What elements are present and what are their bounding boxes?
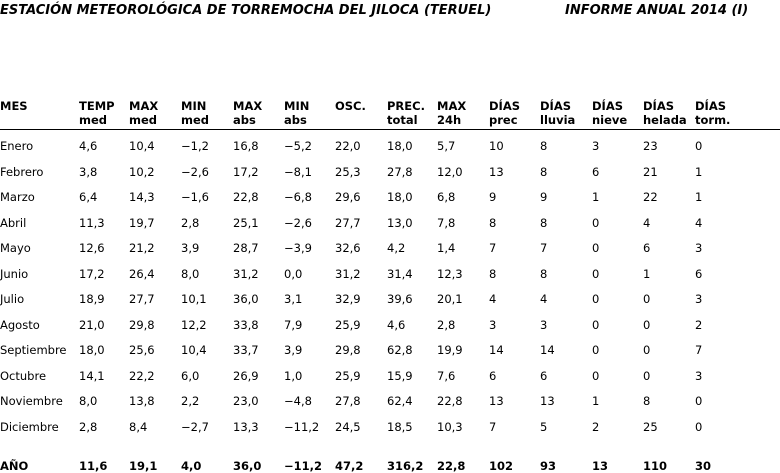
month-label: Junio — [0, 267, 29, 281]
cell-temp-med: 12,6 — [79, 241, 105, 255]
cell-prec-total: 13,0 — [387, 216, 413, 230]
cell-dias-torm: 3 — [695, 292, 703, 306]
cell-dias-nieve: 0 — [592, 267, 600, 281]
cell-temp-med: 2,8 — [79, 420, 98, 434]
cell-prec-total: 18,0 — [387, 190, 413, 204]
cell-dias-helada: 21 — [643, 165, 658, 179]
header-line-2: prec — [489, 113, 518, 127]
cell-dias-prec: 4 — [489, 292, 497, 306]
cell-osc: 27,8 — [335, 394, 361, 408]
cell-dias-helada: 8 — [643, 394, 651, 408]
header-temp-med — [79, 99, 115, 127]
month-label: Octubre — [0, 369, 47, 383]
cell-dias-torm: 0 — [695, 420, 703, 434]
month-label: Enero — [0, 139, 34, 153]
header-line-2: 24h — [437, 113, 462, 127]
cell-dias-nieve: 1 — [592, 190, 600, 204]
cell-prec-total: 18,0 — [387, 139, 413, 153]
cell-max-abs: 23,0 — [233, 394, 259, 408]
header-prec-total — [387, 99, 425, 127]
total-min-abs: −11,2 — [284, 459, 323, 473]
cell-max-abs: 31,2 — [233, 267, 259, 281]
cell-dias-prec: 10 — [489, 139, 504, 153]
cell-osc: 25,9 — [335, 318, 361, 332]
header-min-abs — [284, 99, 309, 127]
cell-dias-helada: 22 — [643, 190, 658, 204]
cell-osc: 29,8 — [335, 343, 361, 357]
cell-dias-prec: 13 — [489, 394, 504, 408]
cell-temp-med: 18,9 — [79, 292, 105, 306]
cell-max-med: 13,8 — [129, 394, 155, 408]
cell-min-abs: −6,8 — [284, 190, 312, 204]
cell-dias-nieve: 0 — [592, 343, 600, 357]
month-label: Marzo — [0, 190, 35, 204]
cell-dias-torm: 3 — [695, 369, 703, 383]
cell-temp-med: 11,3 — [79, 216, 105, 230]
cell-dias-torm: 4 — [695, 216, 703, 230]
cell-dias-nieve: 6 — [592, 165, 600, 179]
cell-dias-prec: 7 — [489, 420, 497, 434]
header-line-2: helada — [643, 113, 687, 127]
cell-dias-lluvia: 8 — [540, 216, 548, 230]
cell-max-abs: 16,8 — [233, 139, 259, 153]
cell-dias-lluvia: 14 — [540, 343, 555, 357]
cell-dias-nieve: 1 — [592, 394, 600, 408]
cell-dias-lluvia: 7 — [540, 241, 548, 255]
cell-max-24h: 12,0 — [437, 165, 463, 179]
cell-dias-torm: 1 — [695, 165, 703, 179]
header-line-2: total — [387, 113, 418, 127]
total-max-abs: 36,0 — [233, 459, 262, 473]
header-line-1: DÍAS — [695, 99, 727, 113]
cell-osc: 31,2 — [335, 267, 361, 281]
cell-temp-med: 18,0 — [79, 343, 105, 357]
cell-dias-lluvia: 9 — [540, 190, 548, 204]
cell-max-abs: 33,7 — [233, 343, 259, 357]
cell-dias-prec: 7 — [489, 241, 497, 255]
header-line-1: MAX — [437, 99, 467, 113]
cell-dias-nieve: 0 — [592, 369, 600, 383]
cell-max-24h: 7,8 — [437, 216, 456, 230]
header-line-1: OSC. — [335, 99, 366, 113]
cell-min-abs: −8,1 — [284, 165, 312, 179]
cell-prec-total: 39,6 — [387, 292, 413, 306]
cell-min-abs: 0,0 — [284, 267, 303, 281]
cell-max-24h: 10,3 — [437, 420, 463, 434]
header-mes — [0, 99, 28, 113]
cell-osc: 24,5 — [335, 420, 361, 434]
header-line-1: DÍAS — [489, 99, 521, 113]
month-label: Agosto — [0, 318, 40, 332]
total-dias-lluvia: 93 — [540, 459, 557, 473]
total-max-24h: 22,8 — [437, 459, 466, 473]
cell-min-med: −2,6 — [181, 165, 209, 179]
month-label: Noviembre — [0, 394, 63, 408]
cell-temp-med: 14,1 — [79, 369, 105, 383]
cell-min-med: 8,0 — [181, 267, 200, 281]
total-prec-total: 316,2 — [387, 459, 424, 473]
header-line-1: MAX — [129, 99, 159, 113]
cell-max-med: 21,2 — [129, 241, 155, 255]
cell-temp-med: 17,2 — [79, 267, 105, 281]
header-line-2: abs — [233, 113, 256, 127]
cell-min-med: −1,2 — [181, 139, 209, 153]
cell-prec-total: 62,4 — [387, 394, 413, 408]
cell-max-24h: 2,8 — [437, 318, 456, 332]
cell-prec-total: 18,5 — [387, 420, 413, 434]
cell-temp-med: 21,0 — [79, 318, 105, 332]
month-label: Julio — [0, 292, 25, 306]
cell-dias-nieve: 0 — [592, 216, 600, 230]
month-label: Febrero — [0, 165, 44, 179]
header-dias-helada — [643, 99, 687, 127]
cell-max-24h: 1,4 — [437, 241, 456, 255]
cell-dias-helada: 0 — [643, 369, 651, 383]
cell-max-med: 25,6 — [129, 343, 155, 357]
header-min-med — [181, 99, 209, 127]
total-osc: 47,2 — [335, 459, 364, 473]
cell-dias-prec: 14 — [489, 343, 504, 357]
cell-dias-torm: 2 — [695, 318, 703, 332]
cell-max-24h: 20,1 — [437, 292, 463, 306]
header-osc — [335, 99, 366, 113]
cell-dias-nieve: 0 — [592, 292, 600, 306]
cell-min-med: 10,4 — [181, 343, 207, 357]
cell-dias-lluvia: 13 — [540, 394, 555, 408]
cell-max-abs: 17,2 — [233, 165, 259, 179]
cell-min-abs: 3,9 — [284, 343, 303, 357]
cell-osc: 25,3 — [335, 165, 361, 179]
cell-dias-prec: 6 — [489, 369, 497, 383]
cell-max-abs: 26,9 — [233, 369, 259, 383]
cell-max-24h: 7,6 — [437, 369, 456, 383]
cell-dias-lluvia: 5 — [540, 420, 548, 434]
cell-min-abs: −3,9 — [284, 241, 312, 255]
header-line-2: torm. — [695, 113, 731, 127]
header-line-1: DÍAS — [592, 99, 624, 113]
cell-prec-total: 62,8 — [387, 343, 413, 357]
cell-dias-helada: 0 — [643, 292, 651, 306]
cell-min-med: 2,8 — [181, 216, 200, 230]
cell-osc: 22,0 — [335, 139, 361, 153]
header-line-1: TEMP — [79, 99, 115, 113]
cell-dias-lluvia: 3 — [540, 318, 548, 332]
header-line-2: abs — [284, 113, 307, 127]
total-dias-prec: 102 — [489, 459, 514, 473]
cell-prec-total: 15,9 — [387, 369, 413, 383]
cell-dias-prec: 3 — [489, 318, 497, 332]
cell-dias-lluvia: 6 — [540, 369, 548, 383]
station-title: ESTACIÓN METEOROLÓGICA DE TORREMOCHA DEL JILOCA (TERUEL) — [0, 3, 492, 18]
cell-max-24h: 12,3 — [437, 267, 463, 281]
cell-dias-torm: 3 — [695, 241, 703, 255]
cell-dias-nieve: 0 — [592, 241, 600, 255]
header-line-1: DÍAS — [540, 99, 572, 113]
cell-min-abs: 1,0 — [284, 369, 303, 383]
cell-min-abs: −2,6 — [284, 216, 312, 230]
header-line-2: med — [181, 113, 210, 127]
cell-dias-helada: 6 — [643, 241, 651, 255]
total-temp-med: 11,6 — [79, 459, 108, 473]
cell-dias-prec: 8 — [489, 267, 497, 281]
cell-min-med: 12,2 — [181, 318, 207, 332]
cell-dias-helada: 0 — [643, 318, 651, 332]
cell-max-abs: 25,1 — [233, 216, 259, 230]
month-label: Septiembre — [0, 343, 67, 357]
cell-max-24h: 19,9 — [437, 343, 463, 357]
cell-min-abs: 3,1 — [284, 292, 303, 306]
cell-min-med: 3,9 — [181, 241, 200, 255]
cell-prec-total: 31,4 — [387, 267, 413, 281]
cell-dias-lluvia: 4 — [540, 292, 548, 306]
cell-dias-prec: 9 — [489, 190, 497, 204]
header-line-1: MIN — [284, 99, 310, 113]
cell-temp-med: 8,0 — [79, 394, 98, 408]
header-line-1: DÍAS — [643, 99, 675, 113]
cell-max-24h: 5,7 — [437, 139, 456, 153]
cell-dias-torm: 1 — [695, 190, 703, 204]
cell-min-med: 2,2 — [181, 394, 200, 408]
report-title: INFORME ANUAL 2014 (I) — [565, 3, 749, 18]
cell-dias-helada: 1 — [643, 267, 651, 281]
cell-max-med: 10,2 — [129, 165, 155, 179]
header-line-2: med — [129, 113, 158, 127]
header-divider — [0, 129, 780, 130]
cell-min-abs: −11,2 — [284, 420, 320, 434]
header-max-24h — [437, 99, 466, 127]
cell-temp-med: 4,6 — [79, 139, 98, 153]
cell-max-med: 10,4 — [129, 139, 155, 153]
cell-dias-lluvia: 8 — [540, 165, 548, 179]
cell-temp-med: 6,4 — [79, 190, 98, 204]
cell-dias-torm: 0 — [695, 139, 703, 153]
cell-dias-torm: 7 — [695, 343, 703, 357]
header-line-1: MAX — [233, 99, 263, 113]
header-line-1: MIN — [181, 99, 207, 113]
year-label: AÑO — [0, 459, 29, 473]
cell-dias-nieve: 2 — [592, 420, 600, 434]
cell-max-abs: 13,3 — [233, 420, 259, 434]
total-dias-torm: 30 — [695, 459, 712, 473]
header-max-abs — [233, 99, 262, 127]
cell-dias-helada: 23 — [643, 139, 658, 153]
total-dias-nieve: 13 — [592, 459, 609, 473]
cell-prec-total: 4,2 — [387, 241, 406, 255]
cell-dias-helada: 0 — [643, 343, 651, 357]
cell-max-med: 14,3 — [129, 190, 155, 204]
cell-max-24h: 22,8 — [437, 394, 463, 408]
cell-min-abs: 7,9 — [284, 318, 303, 332]
cell-dias-helada: 4 — [643, 216, 651, 230]
cell-min-abs: −5,2 — [284, 139, 312, 153]
header-dias-lluvia — [540, 99, 575, 127]
cell-osc: 32,6 — [335, 241, 361, 255]
month-label: Diciembre — [0, 420, 59, 434]
cell-dias-torm: 6 — [695, 267, 703, 281]
cell-max-med: 27,7 — [129, 292, 155, 306]
cell-temp-med: 3,8 — [79, 165, 98, 179]
cell-max-abs: 33,8 — [233, 318, 259, 332]
header-line-2: nieve — [592, 113, 628, 127]
cell-max-med: 26,4 — [129, 267, 155, 281]
cell-osc: 32,9 — [335, 292, 361, 306]
total-dias-helada: 110 — [643, 459, 668, 473]
cell-max-abs: 36,0 — [233, 292, 259, 306]
header-line-1: PREC. — [387, 99, 425, 113]
cell-osc: 25,9 — [335, 369, 361, 383]
cell-min-abs: −4,8 — [284, 394, 312, 408]
cell-prec-total: 27,8 — [387, 165, 413, 179]
cell-dias-lluvia: 8 — [540, 267, 548, 281]
header-max-med — [129, 99, 158, 127]
cell-dias-prec: 13 — [489, 165, 504, 179]
total-min-med: 4,0 — [181, 459, 202, 473]
header-line-2: lluvia — [540, 113, 576, 127]
cell-dias-prec: 8 — [489, 216, 497, 230]
header-dias-nieve — [592, 99, 627, 127]
cell-dias-nieve: 0 — [592, 318, 600, 332]
cell-dias-torm: 0 — [695, 394, 703, 408]
header-line-1: MES — [0, 99, 28, 113]
month-label: Abril — [0, 216, 27, 230]
cell-dias-nieve: 3 — [592, 139, 600, 153]
total-max-med: 19,1 — [129, 459, 158, 473]
month-label: Mayo — [0, 241, 31, 255]
cell-min-med: −1,6 — [181, 190, 209, 204]
cell-min-med: 6,0 — [181, 369, 200, 383]
cell-max-med: 22,2 — [129, 369, 155, 383]
header-dias-torm — [695, 99, 730, 127]
cell-osc: 27,7 — [335, 216, 361, 230]
cell-max-24h: 6,8 — [437, 190, 456, 204]
header-dias-prec — [489, 99, 520, 127]
cell-osc: 29,6 — [335, 190, 361, 204]
cell-max-med: 19,7 — [129, 216, 155, 230]
cell-min-med: −2,7 — [181, 420, 209, 434]
cell-dias-lluvia: 8 — [540, 139, 548, 153]
cell-dias-helada: 25 — [643, 420, 658, 434]
cell-max-med: 8,4 — [129, 420, 148, 434]
cell-min-med: 10,1 — [181, 292, 207, 306]
cell-max-abs: 22,8 — [233, 190, 259, 204]
cell-max-abs: 28,7 — [233, 241, 259, 255]
header-line-2: med — [79, 113, 108, 127]
cell-max-med: 29,8 — [129, 318, 155, 332]
cell-prec-total: 4,6 — [387, 318, 406, 332]
